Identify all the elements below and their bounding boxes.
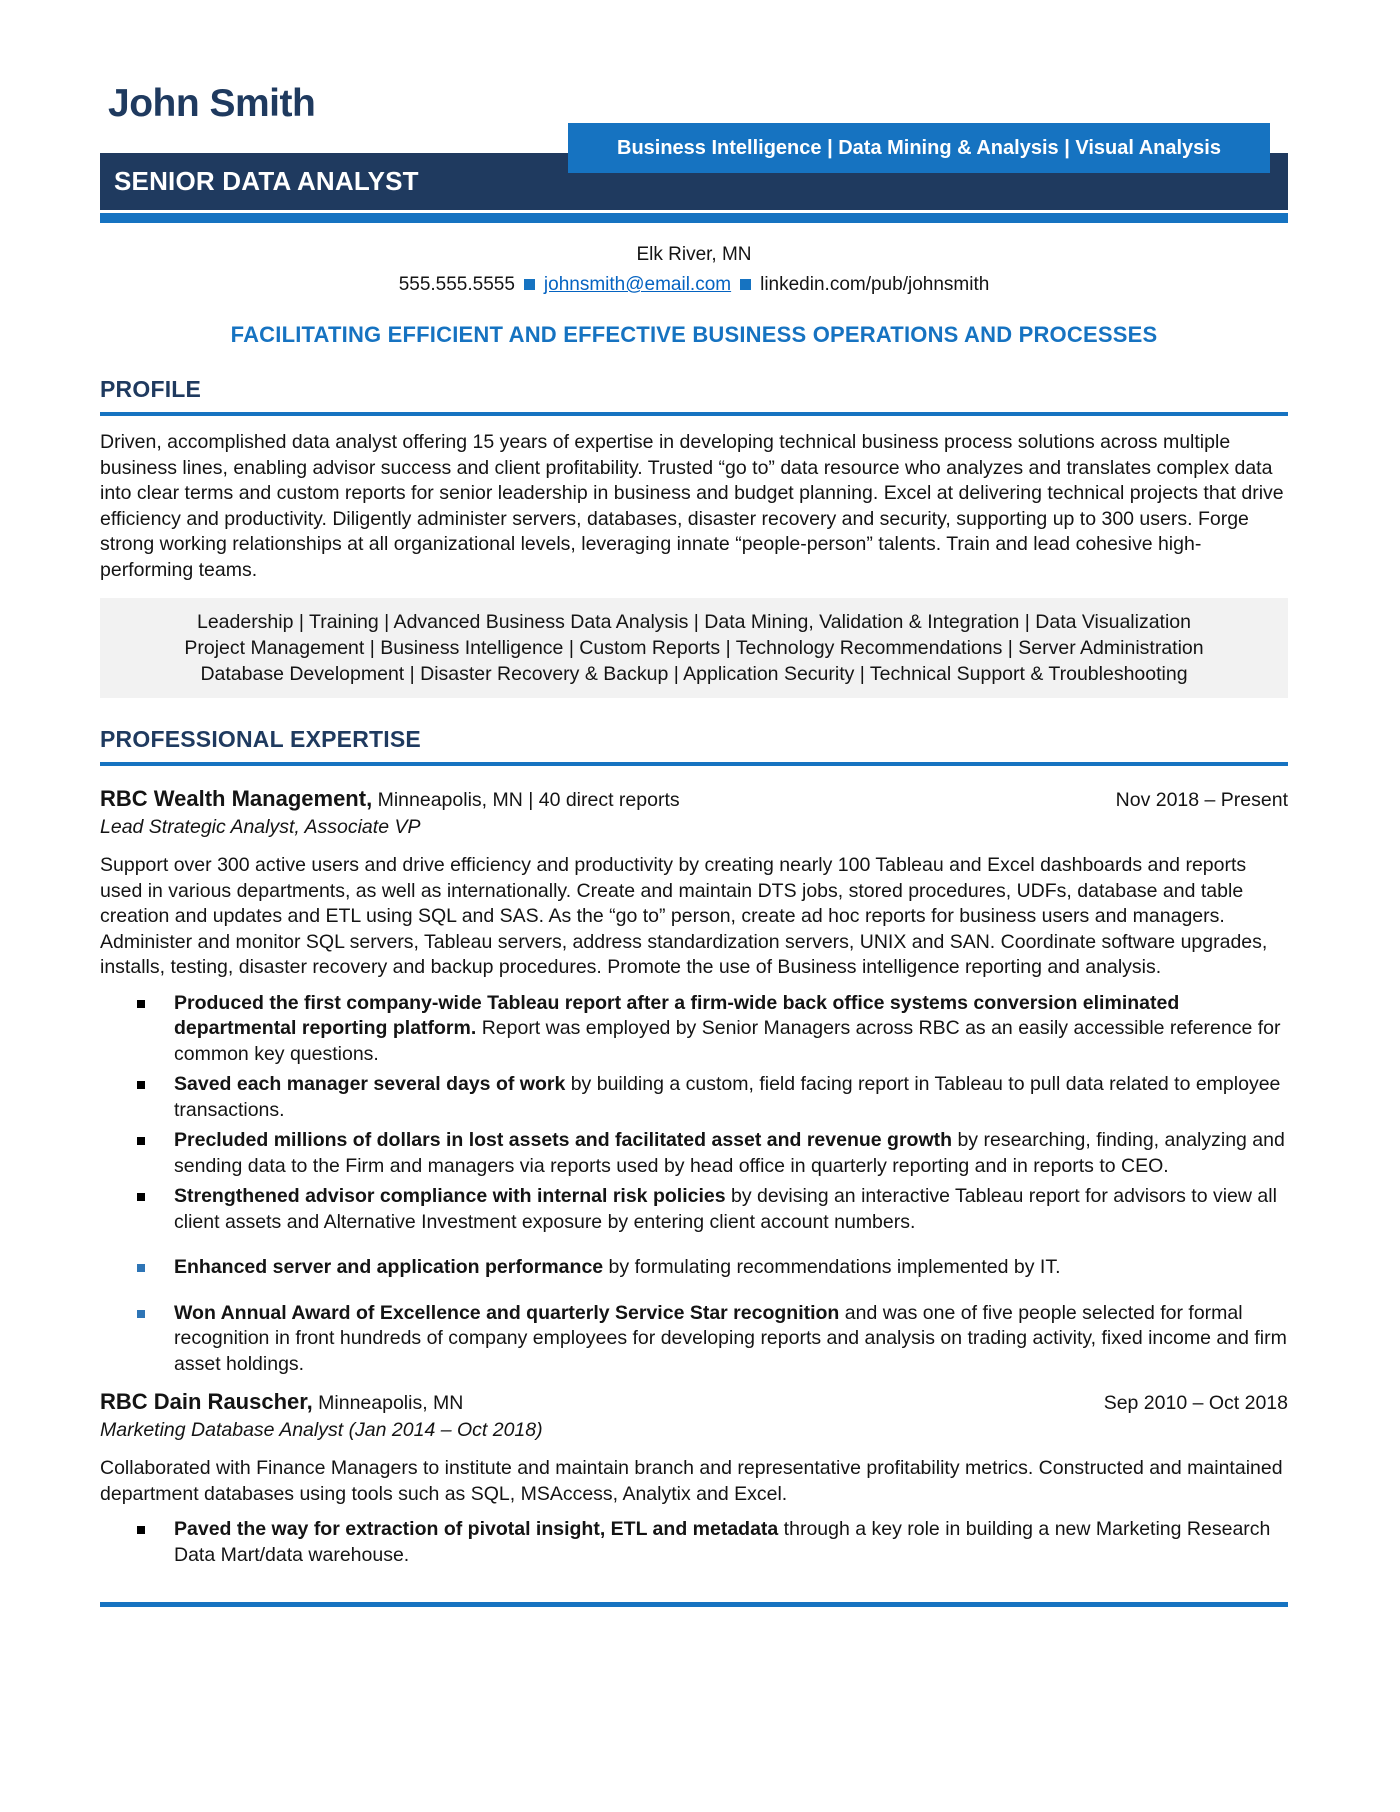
contact-phone: 555.555.5555 [398, 274, 515, 295]
bullet-rest: and was one of five people selected for formal recognition in front hundreds of company employees for developing reports and analysis on trading activity, fixed income and firm asset holdings. [174, 1301, 1287, 1375]
contact-email-link[interactable]: johnsmith@email.com [543, 274, 732, 295]
company-meta: Minneapolis, MN | 40 direct reports [372, 789, 680, 811]
skills-line: Project Management | Business Intelligence | Custom Reports | Technology Recommendations | Server Administration [184, 637, 1204, 659]
achievement-bullet [100, 1301, 1288, 1378]
header-accent-strip [100, 213, 1288, 223]
achievement-bullet [100, 991, 1288, 1068]
job-title: SENIOR DATA ANALYST [114, 166, 419, 196]
skills-keyword-box [100, 598, 1288, 698]
bullet-rest: by formulating recommendations implemented by IT. [603, 1256, 1061, 1278]
section-heading-profile: PROFILE [100, 376, 1288, 416]
job-dates: Sep 2010 – Oct 2018 [1103, 1392, 1288, 1414]
achievement-bullet [100, 1184, 1288, 1235]
bullet-square-icon [137, 1264, 145, 1272]
company-name: RBC Dain Rauscher, [100, 1389, 313, 1414]
job-header [100, 786, 1288, 812]
bullet-lead: Paved the way for extraction of pivotal insight, ETL and metadata [174, 1518, 779, 1540]
bullet-square-icon [137, 1000, 145, 1008]
bullet-square-icon [137, 1526, 145, 1534]
achievement-list [100, 991, 1288, 1378]
bullet-lead: Won Annual Award of Excellence and quarterly Service Star recognition [174, 1301, 840, 1324]
achievement-bullet [100, 1072, 1288, 1123]
page-bottom-rule [100, 1602, 1288, 1607]
bullet-lead: Strengthened advisor compliance with internal risk policies [174, 1185, 726, 1207]
bullet-lead: Precluded millions of dollars in lost assets and facilitated asset and revenue growth [174, 1129, 953, 1151]
bullet-lead: Enhanced server and application performance [174, 1256, 604, 1278]
bullet-square-icon [137, 1193, 145, 1201]
resume-page [100, 0, 1288, 1607]
candidate-name: John Smith [108, 82, 316, 125]
contact-line [100, 270, 1288, 300]
separator-square-icon [740, 279, 751, 290]
company-name: RBC Wealth Management, [100, 786, 373, 811]
bullet-square-icon [137, 1310, 145, 1318]
bullet-rest: by researching, finding, analyzing and sending data to the Firm and managers via reports used by head office in quarterly reporting and in reports to CEO. [174, 1129, 1285, 1177]
job-role: Marketing Database Analyst (Jan 2014 – Oct 2018) [100, 1419, 543, 1441]
achievement-bullet [100, 1128, 1288, 1179]
job-company-line [100, 786, 680, 812]
bullet-rest: through a key role in building a new Marketing Research Data Mart/data warehouse. [174, 1518, 1271, 1566]
skills-line: Leadership | Training | Advanced Business Data Analysis | Data Mining, Validation & Integration | Data Visualization [196, 611, 1192, 633]
job-summary: Collaborated with Finance Managers to institute and maintain branch and representative profitability metrics. Constructed and maintained department databases using tools such as SQL, MSAccess, Analytix and Excel. [100, 1457, 1283, 1505]
bullet-lead: Produced the first company-wide Tableau report after a firm-wide back office systems conversion eliminated departmental reporting platform. [174, 991, 1180, 1039]
bullet-square-icon [137, 1137, 145, 1145]
job-summary: Support over 300 active users and drive efficiency and productivity by creating nearly 100 Tableau and Excel dashboards and reports used in various departments, as well as internationally. Create and maintain DTS jobs, stored procedures, UDFs, database and table creation and updates and ETL using SQL and SAS. As the “go to” person, create ad hoc reports for business users and managers. Administer and monitor SQL servers, Tableau servers, address standardization servers, UNIX and SAN. Coordinate software upgrades, installs, testing, disaster recovery and backup procedures. Promote the use of Business intelligence reporting and analysis. [100, 854, 1268, 978]
specialty-banner: Business Intelligence | Data Mining & Analysis | Visual Analysis [568, 123, 1270, 173]
contact-block [100, 240, 1288, 300]
achievement-bullet [100, 1517, 1288, 1568]
profile-summary: Driven, accomplished data analyst offering 15 years of expertise in developing technical business process solutions across multiple business lines, enabling advisor success and client profitability. Trusted “go to” data resource who analyzes and translates complex data into clear terms and custom reports for senior leadership in business and budget planning. Excel at delivering technical projects that drive efficiency and productivity. Diligently administer servers, databases, disaster recovery and security, supporting up to 300 users. Forge strong working relationships at all organizational levels, leveraging innate “people-person” talents. Train and lead cohesive high-performing teams. [100, 431, 1284, 581]
headline-tagline: FACILITATING EFFICIENT AND EFFECTIVE BUSINESS OPERATIONS AND PROCESSES [230, 322, 1158, 347]
company-meta: Minneapolis, MN [312, 1392, 464, 1414]
contact-linkedin: linkedin.com/pub/johnsmith [760, 274, 990, 295]
bullet-rest: by building a custom, field facing report in Tableau to pull data related to employee transactions. [174, 1073, 1281, 1121]
separator-square-icon [524, 279, 535, 290]
resume-header [100, 0, 1288, 228]
skills-line: Database Development | Disaster Recovery & Backup | Application Security | Technical Support & Troubleshooting [200, 663, 1188, 685]
achievement-list [100, 1517, 1288, 1568]
bullet-lead: Saved each manager several days of work [174, 1073, 566, 1095]
achievement-bullet [100, 1255, 1288, 1281]
contact-location: Elk River, MN [636, 244, 752, 265]
bullet-rest: by devising an interactive Tableau report for advisors to view all client assets and Alternative Investment exposure by entering client account numbers. [174, 1185, 1277, 1233]
bullet-square-icon [137, 1081, 145, 1089]
job-role: Lead Strategic Analyst, Associate VP [100, 816, 421, 838]
job-company-line [100, 1389, 463, 1415]
section-heading-expertise: PROFESSIONAL EXPERTISE [100, 726, 1288, 766]
bullet-rest: Report was employed by Senior Managers across RBC as an easily accessible reference for common key questions. [174, 1017, 1281, 1065]
job-header [100, 1389, 1288, 1415]
job-dates: Nov 2018 – Present [1115, 789, 1288, 811]
